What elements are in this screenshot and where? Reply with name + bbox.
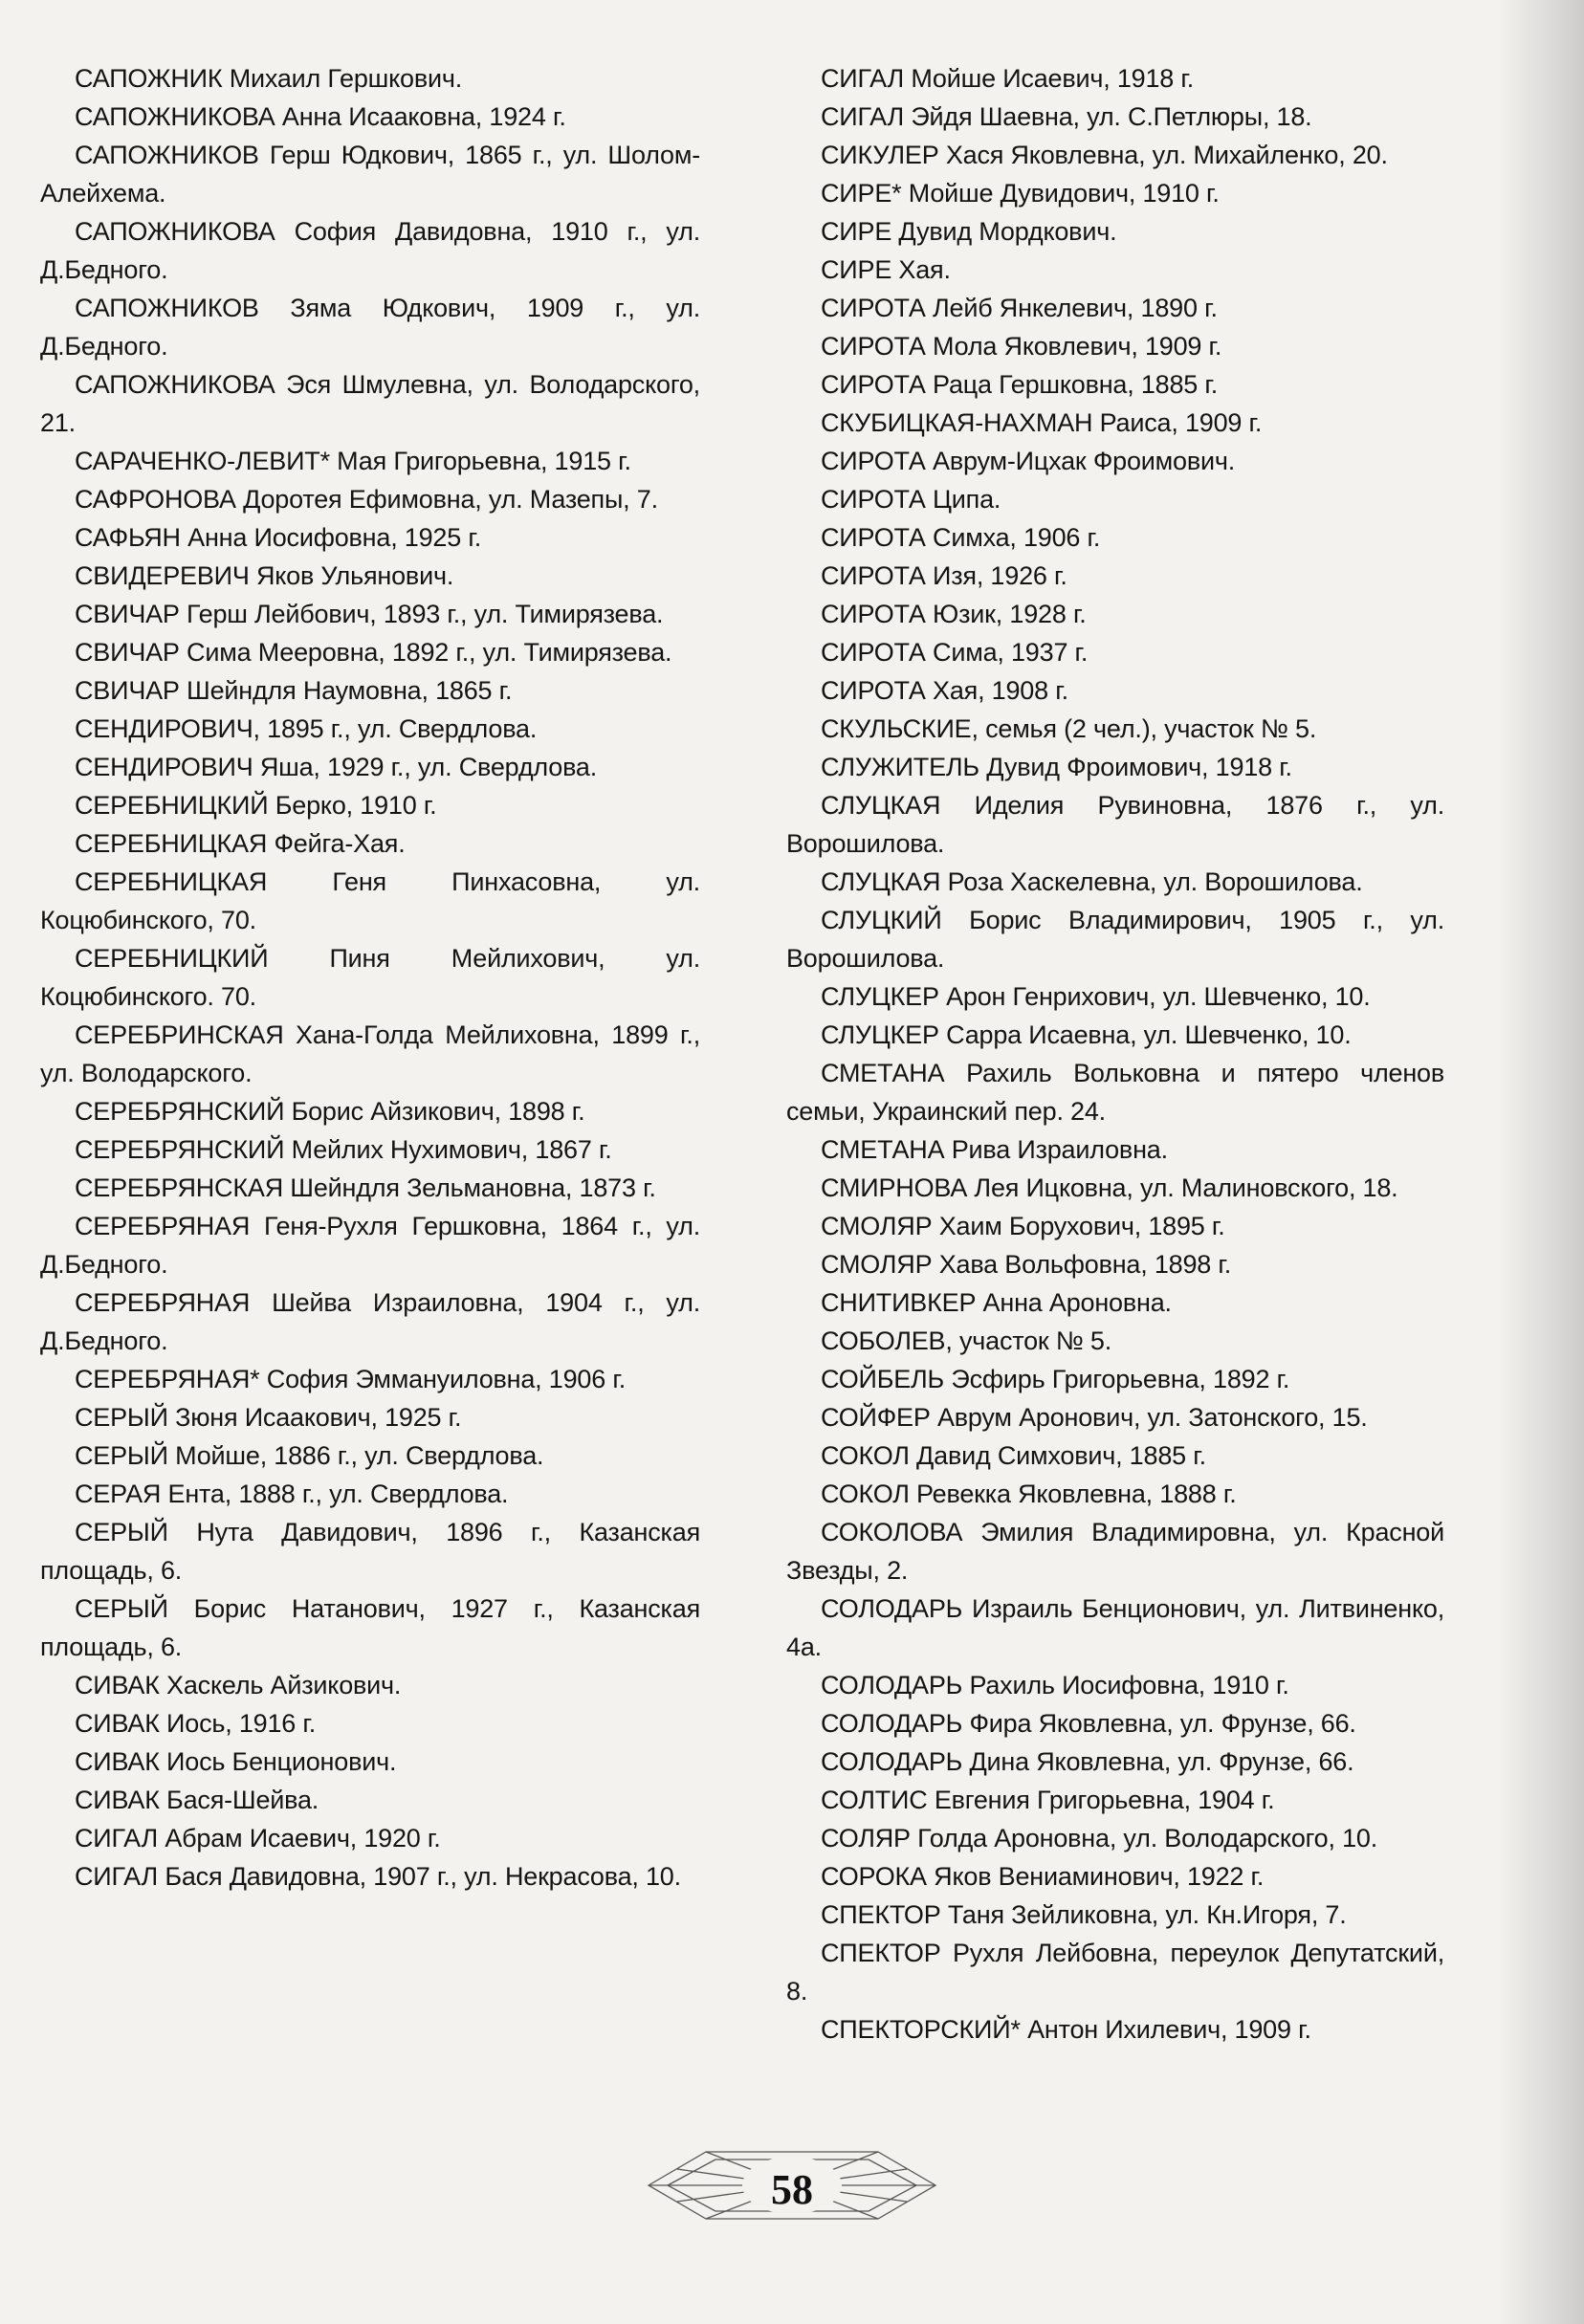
- list-item: СЕРЫЙ Мойше, 1886 г., ул. Свердлова.: [75, 1441, 544, 1470]
- right-column: [786, 59, 1444, 2049]
- list-item: СИКУЛЕР Хася Яковлевна, ул. Михайленко, 20.: [821, 141, 1388, 169]
- list-item: СВИЧАР Герш Лейбович, 1893 г., ул. Тимирязева.: [75, 600, 664, 628]
- list-item: СИРОТА Симха, 1906 г.: [821, 523, 1101, 552]
- list-item: СКУЛЬСКИЕ, семья (2 чел.), участок № 5.: [821, 714, 1317, 743]
- list-item: СВИЧАР Шейндля Наумовна, 1865 г.: [75, 676, 513, 705]
- list-item: СИРОТА Юзик, 1928 г.: [821, 600, 1087, 628]
- list-item: САПОЖНИКОВА Эся Шмулевна, ул. Володарского, 21.: [40, 370, 700, 437]
- list-item: САФЬЯН Анна Иосифовна, 1925 г.: [75, 523, 482, 552]
- list-item: СОЛТИС Евгения Григорьевна, 1904 г.: [821, 1786, 1275, 1814]
- list-item: СЛУЦКЕР Сарра Исаевна, ул. Шевченко, 10.: [821, 1020, 1352, 1049]
- page-footer: [0, 2133, 1584, 2238]
- list-item: СЕРЕБРЯНСКИЙ Борис Айзикович, 1898 г.: [75, 1097, 585, 1126]
- list-item: СИРОТА Мола Яковлевич, 1909 г.: [821, 332, 1222, 361]
- list-item: СМОЛЯР Хава Вольфовна, 1898 г.: [821, 1250, 1232, 1279]
- page-edge-shadow: [1498, 0, 1584, 2324]
- list-item: СЕРЫЙ Нута Давидович, 1896 г., Казанская площадь, 6.: [40, 1518, 700, 1585]
- list-item: СИГАЛ Мойше Исаевич, 1918 г.: [821, 64, 1195, 93]
- list-item: СОКОЛ Ревекка Яковлевна, 1888 г.: [821, 1480, 1237, 1508]
- left-column: [40, 59, 700, 1896]
- list-item: СМИРНОВА Лея Ицковна, ул. Малиновского, 18.: [821, 1173, 1398, 1202]
- list-item: СЕРЕБНИЦКИЙ Берко, 1910 г.: [75, 791, 437, 820]
- list-item: СИВАК Хаскель Айзикович.: [75, 1671, 402, 1699]
- list-item: САФРОНОВА Доротея Ефимовна, ул. Мазепы, 7.: [75, 485, 658, 514]
- list-item: СЕРЫЙ Борис Натанович, 1927 г., Казанская площадь, 6.: [40, 1594, 700, 1661]
- list-item: СВИДЕРЕВИЧ Яков Ульянович.: [75, 561, 454, 590]
- list-item: САРАЧЕНКО-ЛЕВИТ* Мая Григорьевна, 1915 г.: [75, 447, 631, 475]
- list-item: СЕРЕБРЯНАЯ* София Эммануиловна, 1906 г.: [75, 1365, 627, 1393]
- list-item: СИГАЛ Эйдя Шаевна, ул. С.Петлюры, 18.: [821, 102, 1312, 131]
- list-item: СЕРЕБНИЦКИЙ Пиня Мейлихович, ул. Коцюбинского. 70.: [40, 944, 700, 1011]
- list-item: СИРОТА Лейб Янкелевич, 1890 г.: [821, 294, 1218, 322]
- list-item: СИРОТА Сима, 1937 г.: [821, 638, 1089, 667]
- list-item: СВИЧАР Сима Мееровна, 1892 г., ул. Тимирязева.: [75, 638, 672, 667]
- list-item: СИРОТА Хая, 1908 г.: [821, 676, 1068, 705]
- list-item: СИРЕ Хая.: [821, 255, 951, 284]
- list-item: СМЕТАНА Рива Израиловна.: [821, 1135, 1168, 1164]
- list-item: СИВАК Иось Бенционович.: [75, 1747, 397, 1776]
- list-item: СЕНДИРОВИЧ Яша, 1929 г., ул. Свердлова.: [75, 753, 598, 781]
- list-item: СОЛОДАРЬ Дина Яковлевна, ул. Фрунзе, 66.: [821, 1747, 1354, 1776]
- list-item: СОЙБЕЛЬ Эсфирь Григорьевна, 1892 г.: [821, 1365, 1290, 1393]
- list-item: СЛУЖИТЕЛЬ Дувид Фроимович, 1918 г.: [821, 753, 1292, 781]
- list-item: СИРОТА Раца Гершковна, 1885 г.: [821, 370, 1219, 399]
- list-item: СМЕТАНА Рахиль Вольковна и пятеро членов семьи, Украинский пер. 24.: [786, 1059, 1444, 1126]
- list-item: СЛУЦКАЯ Иделия Рувиновна, 1876 г., ул. Ворошилова.: [786, 791, 1444, 858]
- list-item: САПОЖНИКОВ Герш Юдкович, 1865 г., ул. Шолом-Алейхема.: [40, 141, 700, 208]
- list-item: СИРЕ Дувид Мордкович.: [821, 217, 1117, 246]
- list-item: СОЛЯР Голда Ароновна, ул. Володарского, 10.: [821, 1824, 1378, 1853]
- list-item: СИВАК Иось, 1916 г.: [75, 1709, 317, 1738]
- list-item: САПОЖНИКОВ Зяма Юдкович, 1909 г., ул. Д.Бедного.: [40, 294, 700, 361]
- list-item: СЕНДИРОВИЧ, 1895 г., ул. Свердлова.: [75, 714, 538, 743]
- list-item: СЕРЕБРЯНСКИЙ Мейлих Нухимович, 1867 г.: [75, 1135, 612, 1164]
- list-item: СЕРЕБРЯНСКАЯ Шейндля Зельмановна, 1873 г.: [75, 1173, 656, 1202]
- list-item: СМОЛЯР Хаим Борухович, 1895 г.: [821, 1212, 1225, 1240]
- list-item: СПЕКТОР Рухля Лейбовна, переулок Депутатский, 8.: [786, 1939, 1444, 2006]
- list-item: СЕРЕБРИНСКАЯ Хана-Голда Мейлиховна, 1899 г., ул. Володарского.: [40, 1020, 700, 1087]
- list-item: СКУБИЦКАЯ-НАХМАН Раиса, 1909 г.: [821, 408, 1263, 437]
- list-item: СИРЕ* Мойше Дувидович, 1910 г.: [821, 179, 1220, 208]
- list-item: САПОЖНИК Михаил Гершкович.: [75, 64, 463, 93]
- list-item: СПЕКТОРСКИЙ* Антон Ихилевич, 1909 г.: [821, 2015, 1311, 2044]
- list-item: СЕРЫЙ Зюня Исаакович, 1925 г.: [75, 1403, 462, 1432]
- list-item: СИГАЛ Абрам Исаевич, 1920 г.: [75, 1824, 441, 1853]
- list-item: СНИТИВКЕР Анна Ароновна.: [821, 1288, 1172, 1317]
- list-item: СЛУЦКЕР Арон Генрихович, ул. Шевченко, 10.: [821, 982, 1371, 1011]
- list-item: СОБОЛЕВ, участок № 5.: [821, 1326, 1112, 1355]
- list-item: СОЛОДАРЬ Фира Яковлевна, ул. Фрунзе, 66.: [821, 1709, 1356, 1738]
- list-item: СОЙФЕР Аврум Аронович, ул. Затонского, 15.: [821, 1403, 1368, 1432]
- list-item: СЕРЕБРЯНАЯ Геня-Рухля Гершковна, 1864 г., ул. Д.Бедного.: [40, 1212, 700, 1279]
- list-item: СЛУЦКАЯ Роза Хаскелевна, ул. Ворошилова.: [821, 867, 1363, 896]
- list-item: СОКОЛОВА Эмилия Владимировна, ул. Красной Звезды, 2.: [786, 1518, 1444, 1585]
- list-item: СОКОЛ Давид Симхович, 1885 г.: [821, 1441, 1206, 1470]
- list-item: СПЕКТОР Таня Зейликовна, ул. Кн.Игоря, 7.: [821, 1900, 1347, 1929]
- list-item: СЕРЕБРЯНАЯ Шейва Израиловна, 1904 г., ул. Д.Бедного.: [40, 1288, 700, 1355]
- list-item: СИВАК Бася-Шейва.: [75, 1786, 319, 1814]
- list-item: СЕРАЯ Ента, 1888 г., ул. Свердлова.: [75, 1480, 509, 1508]
- list-item: СЛУЦКИЙ Борис Владимирович, 1905 г., ул. Ворошилова.: [786, 906, 1444, 973]
- list-item: СОЛОДАРЬ Рахиль Иосифовна, 1910 г.: [821, 1671, 1289, 1699]
- page-number: 58: [771, 2166, 813, 2213]
- list-item: САПОЖНИКОВА София Давидовна, 1910 г., ул. Д.Бедного.: [40, 217, 700, 284]
- list-item: СОЛОДАРЬ Израиль Бенционович, ул. Литвиненко, 4а.: [786, 1594, 1444, 1661]
- list-item: СЕРЕБНИЦКАЯ Фейга-Хая.: [75, 829, 406, 858]
- list-item: СИРОТА Ципа.: [821, 485, 1001, 514]
- list-item: СОРОКА Яков Вениаминович, 1922 г.: [821, 1862, 1265, 1891]
- list-item: СЕРЕБНИЦКАЯ Геня Пинхасовна, ул. Коцюбинского, 70.: [40, 867, 700, 934]
- list-item: САПОЖНИКОВА Анна Исааковна, 1924 г.: [75, 102, 566, 131]
- list-item: СИРОТА Изя, 1926 г.: [821, 561, 1067, 590]
- list-item: СИРОТА Аврум-Ицхак Фроимович.: [821, 447, 1236, 475]
- list-item: СИГАЛ Бася Давидовна, 1907 г., ул. Некрасова, 10.: [75, 1862, 681, 1891]
